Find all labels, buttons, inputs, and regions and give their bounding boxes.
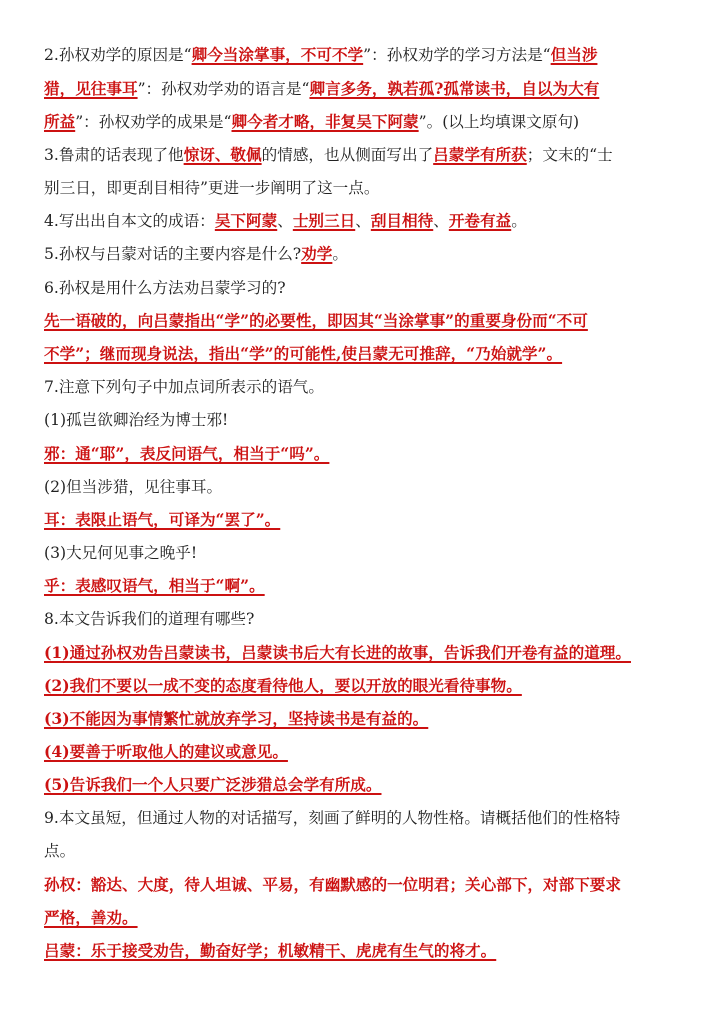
q6-answer: 先一语破的，向吕蒙指出“学”的必要性，即因其“当涂掌事”的重要身份而“不可 [44, 311, 588, 330]
sentence-text: (1)孤岂欲卿治经为博士 [44, 411, 207, 429]
q3-line-2: 别三日，即更刮目相待”更进一步阐明了这一点。 [44, 179, 380, 197]
q4-line [44, 208, 694, 234]
q2-line-1 [44, 42, 694, 68]
period: 。 [332, 245, 348, 263]
q8-answer: (3)不能因为事情繁忙就放弃学习，坚持读书是有益的。 [44, 709, 429, 728]
q5-line [44, 241, 694, 267]
q9-question-line-1: 9.本文虽短，但通过人物的对话描写，刻画了鲜明的人物性格。请概括他们的性格特 [44, 809, 621, 827]
q2-line-2 [44, 76, 694, 102]
q4-question: 4.写出出自本文的成语： [44, 212, 215, 230]
idiom-answer: 士别三日 [292, 211, 356, 230]
q3-answer-emotion: 惊讶、敬佩 [183, 145, 262, 164]
q2-text: ”：孙权劝学的学习方法是“ [363, 46, 551, 64]
q6-answer-line-2 [44, 341, 694, 367]
q8-answer: (5)告诉我们一个人只要广泛涉猎总会学有所成。 [44, 775, 382, 794]
q7-answer: 邪：通“耶”，表反问语气，相当于“吗”。 [44, 444, 330, 463]
q9-answer-lvmeng: 吕蒙：乐于接受劝告，勤奋好学；机敏精干、虎虎有生气的将才。 [44, 941, 497, 960]
q7-answer: 乎：表感叹语气，相当于“啊”。 [44, 576, 265, 595]
q9-answer-sunquan: 严格，善劝。 [44, 908, 138, 927]
sentence-text: ! [222, 411, 229, 429]
q8-item [44, 772, 694, 798]
q9-answer-sunquan: 孙权：豁达、大度，待人坦诚、平易，有幽默感的一位明君；关心部下，对部下要求 [44, 875, 621, 894]
q6-question: 6.孙权是用什么方法劝吕蒙学习的? [44, 279, 286, 297]
q8-item [44, 739, 694, 765]
q8-question: 8.本文告诉我们的道理有哪些? [44, 610, 255, 628]
dotted-word: 耳 [191, 474, 207, 500]
q3-line-1 [44, 142, 694, 168]
q8-item [44, 673, 694, 699]
q8-item [44, 640, 694, 666]
period: 。 [511, 212, 527, 230]
sentence-text: (2)但当涉猎，见往事 [44, 478, 191, 496]
q2-text: ”：孙权劝学劝的语言是“ [137, 80, 310, 98]
q7-answer-2 [44, 507, 694, 533]
q9-answer-sun-line-1 [44, 872, 694, 898]
sentence-text: (3)大兄何见事之晚 [44, 544, 176, 562]
dotted-word: 乎 [175, 540, 191, 566]
q7-answer-3 [44, 573, 694, 599]
dotted-word: 邪 [206, 407, 222, 433]
q7-sentence-3 [44, 540, 694, 566]
q2-answer-method: 但当涉 [550, 45, 598, 64]
q7-sentence-2 [44, 474, 694, 500]
idiom-answer: 开卷有益 [448, 211, 512, 230]
q7-sentence-1 [44, 407, 694, 433]
q2-answer-language: 卿言多务，孰若孤?孤常读书，自以为大有 [309, 79, 600, 98]
q7-question: 7.注意下列句子中加点词所表示的语气。 [44, 378, 324, 396]
q2-answer-reason: 卿今当涂掌事，不可不学 [191, 45, 364, 64]
q2-answer-result: 卿今者才略，非复吴下阿蒙 [231, 112, 419, 131]
sentence-text: ! [190, 544, 198, 562]
q2-answer-method: 猎，见往事耳 [44, 79, 138, 98]
q9-answer-lv [44, 938, 694, 964]
q6-answer: 不学”；继而现身说法，指出“学”的可能性,使吕蒙无可推辞，“乃始就学”。 [44, 344, 563, 363]
q8-answer: (1)通过孙权劝告吕蒙读书，吕蒙读书后大有长进的故事，告诉我们开卷有益的道理。 [44, 643, 631, 662]
q3-text: 3.鲁肃的话表现了他 [44, 146, 184, 164]
q2-text: ”：孙权劝学的成果是“ [75, 113, 232, 131]
q2-text: 2.孙权劝学的原因是“ [44, 46, 192, 64]
idiom-answer: 吴下阿蒙 [214, 211, 278, 230]
q9-answer-sun-line-2 [44, 905, 694, 931]
q8-answer: (4)要善于听取他人的建议或意见。 [44, 742, 288, 761]
q2-line-3 [44, 109, 694, 135]
q8-item [44, 706, 694, 732]
q7-answer-1 [44, 441, 694, 467]
q3-answer: 吕蒙学有所获 [433, 145, 527, 164]
q2-answer-language: 所益 [44, 112, 76, 131]
q9-question-line-2: 点。 [44, 842, 76, 860]
q3-text: ；文末的“士 [526, 146, 613, 164]
q2-text: ”。(以上均填课文原句) [418, 113, 580, 131]
idiom-answer: 刮目相待 [370, 211, 434, 230]
q7-answer: 耳：表限止语气，可译为“罢了”。 [44, 510, 281, 529]
q5-question: 5.孙权与吕蒙对话的主要内容是什么? [44, 245, 302, 263]
q3-text: 的情感，也从侧面写出了 [261, 146, 434, 164]
q5-answer: 劝学 [301, 244, 333, 263]
separator: 、 [355, 212, 371, 230]
separator: 、 [277, 212, 293, 230]
separator: 、 [433, 212, 449, 230]
q8-answer: (2)我们不要以一成不变的态度看待他人，要以开放的眼光看待事物。 [44, 676, 522, 695]
sentence-text: 。 [206, 478, 223, 496]
q6-answer-line-1 [44, 308, 694, 334]
